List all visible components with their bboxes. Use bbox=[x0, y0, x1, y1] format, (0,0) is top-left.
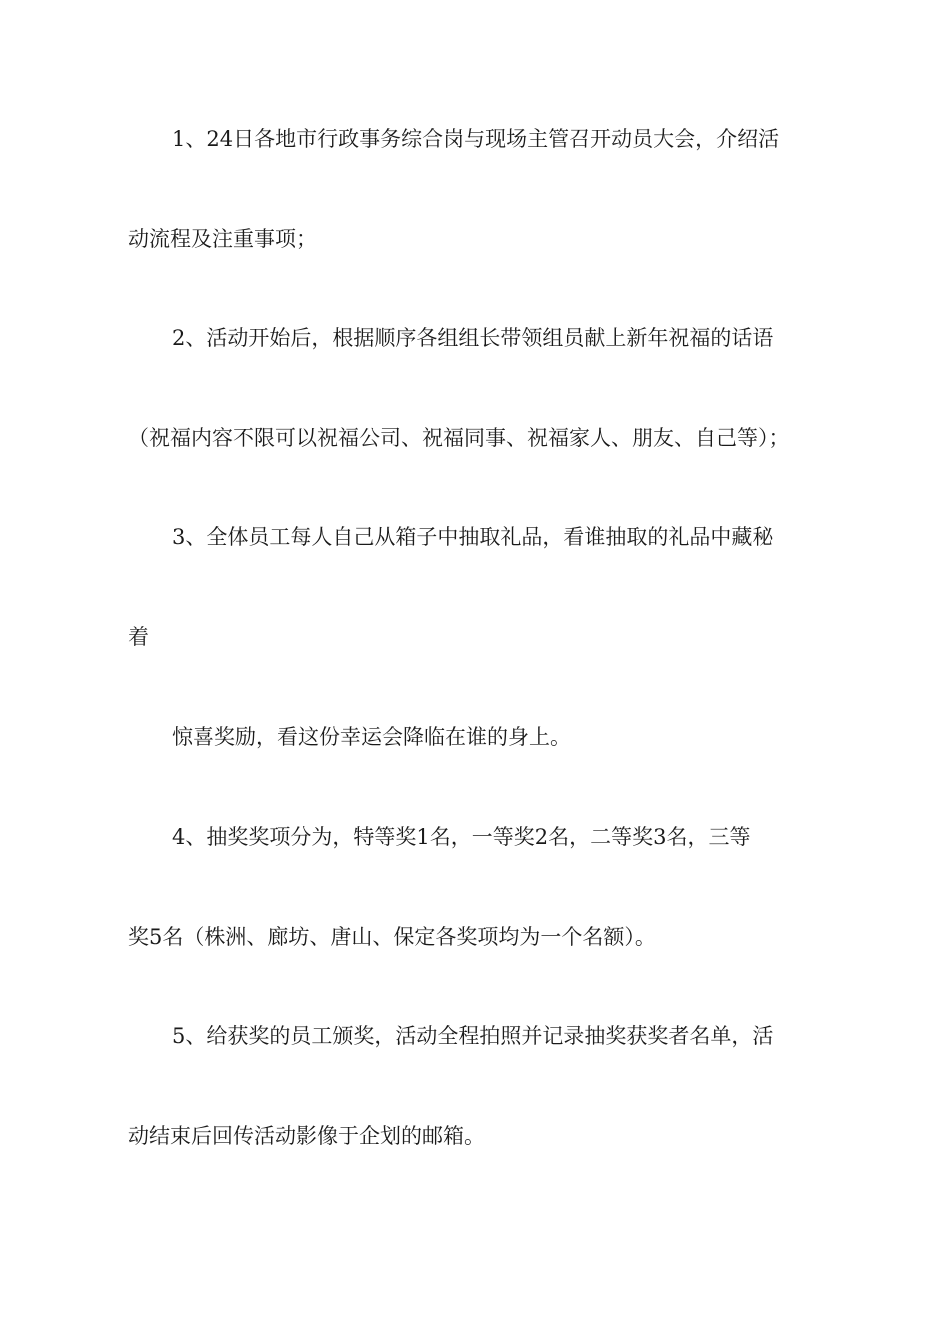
paragraph-2-line-2: （祝福内容不限可以祝福公司、祝福同事、祝福家人、朋友、自己等）； bbox=[128, 426, 790, 450]
paragraph-3-line-3: 惊喜奖励，看这份幸运会降临在谁的身上。 bbox=[172, 725, 571, 749]
paragraph-5-line-1: 5、给获奖的员工颁奖，活动全程拍照并记录抽奖获奖者名单，活 bbox=[172, 1024, 774, 1048]
paragraph-3-line-2: 着 bbox=[128, 625, 149, 649]
paragraph-4-line-1: 4、抽奖奖项分为，特等奖1名，一等奖2名，二等奖3名，三等 bbox=[172, 825, 751, 849]
paragraph-3-line-1: 3、全体员工每人自己从箱子中抽取礼品，看谁抽取的礼品中藏秘 bbox=[172, 525, 774, 549]
paragraph-5-line-2: 动结束后回传活动影像于企划的邮箱。 bbox=[128, 1124, 485, 1148]
paragraph-1-line-2: 动流程及注重事项； bbox=[128, 227, 317, 251]
paragraph-1-line-1: 1、24日各地市行政事务综合岗与现场主管召开动员大会，介绍活 bbox=[172, 127, 780, 151]
paragraph-2-line-1: 2、活动开始后，根据顺序各组组长带领组员献上新年祝福的话语 bbox=[172, 326, 774, 350]
paragraph-4-line-2: 奖5名（株洲、廊坊、唐山、保定各奖项均为一个名额）。 bbox=[128, 925, 656, 949]
